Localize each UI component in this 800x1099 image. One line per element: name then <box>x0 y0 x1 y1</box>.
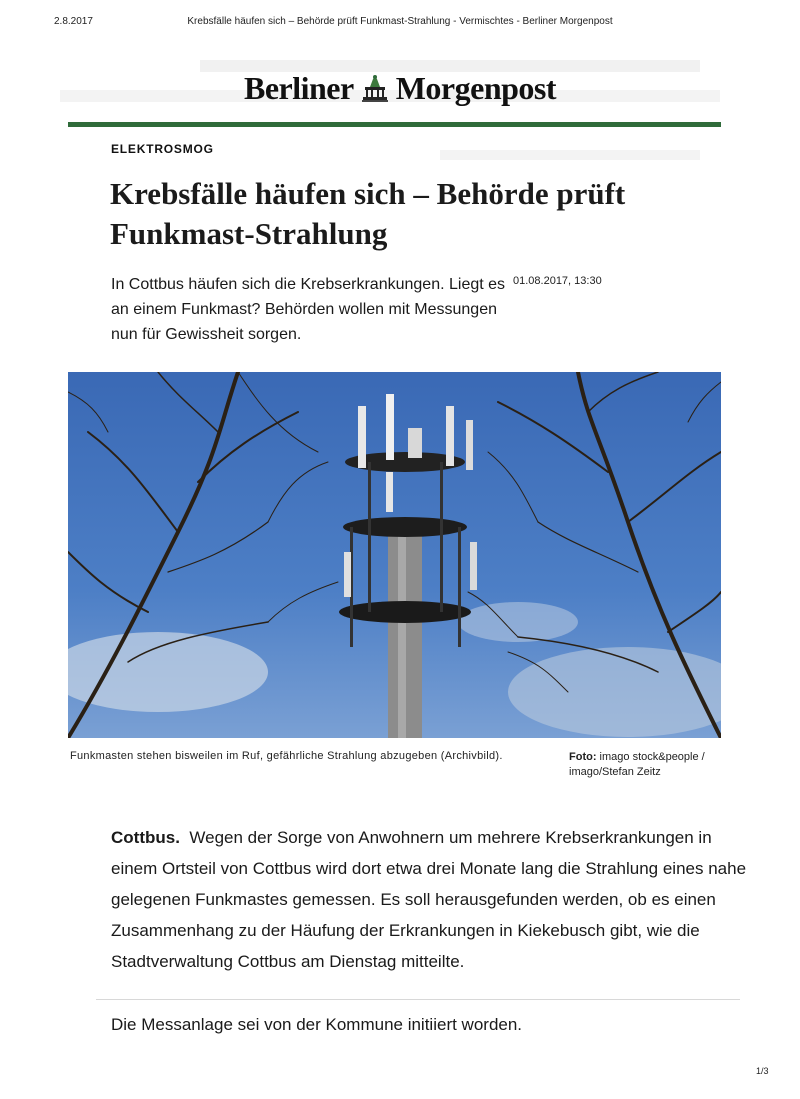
page-number: 1/3 <box>756 1066 769 1076</box>
photo-credit-text: imago stock&people / imago/Stefan Zeitz <box>569 751 705 778</box>
article-paragraph-2: Die Messanlage sei von der Kommune initiiert worden. <box>111 1015 523 1034</box>
article-timestamp: 01.08.2017, 13:30 <box>513 275 602 287</box>
photo-credit-label: Foto: <box>569 751 597 763</box>
article-paragraph-1 <box>111 822 761 977</box>
article-dateline: Cottbus. <box>111 828 180 847</box>
masthead <box>0 66 800 110</box>
article-paragraph-1-text: Wegen der Sorge von Anwohnern um mehrere Krebserkrankungen in einem Ortsteil von Cottbus wird dort etwa drei Monate lang die Strahlung eines nahe gelegenen Funkmastes gemessen. Es soll herausgefunden werden, ob es einen Zusammenhang zu der Häufung der Erkrankungen in Kiekebusch gibt, wie die Stadtverwaltung Cottbus am Dienstag mitteilte. <box>111 828 747 971</box>
article-kicker: ELEKTROSMOG <box>111 142 214 156</box>
photo-credit <box>569 750 769 780</box>
article-headline: Krebsfälle häufen sich – Behörde prüft Funkmast-Strahlung <box>110 176 626 251</box>
paragraph-divider <box>96 999 740 1000</box>
article-teaser: In Cottbus häufen sich die Krebserkrankungen. Liegt es an einem Funkmast? Behörden wollen mit Messungen nun für Gewissheit sorgen. <box>111 276 506 343</box>
article-photo <box>68 372 721 738</box>
print-page-title: Krebsfälle häufen sich – Behörde prüft Funkmast-Strahlung - Vermischtes - Berliner Morgenpost <box>187 16 613 27</box>
radio-mast-photo <box>68 372 721 738</box>
masthead-right: Morgenpost <box>395 69 557 106</box>
masthead-left: Berliner <box>243 69 354 106</box>
photo-caption: Funkmasten stehen bisweilen im Ruf, gefährliche Strahlung abzugeben (Archivbild). <box>70 750 503 762</box>
brandenburg-gate-crest-icon <box>360 71 390 105</box>
print-date: 2.8.2017 <box>54 16 93 27</box>
print-header <box>0 16 800 30</box>
masthead-rule <box>68 122 721 127</box>
show-through-shadow <box>440 150 700 160</box>
